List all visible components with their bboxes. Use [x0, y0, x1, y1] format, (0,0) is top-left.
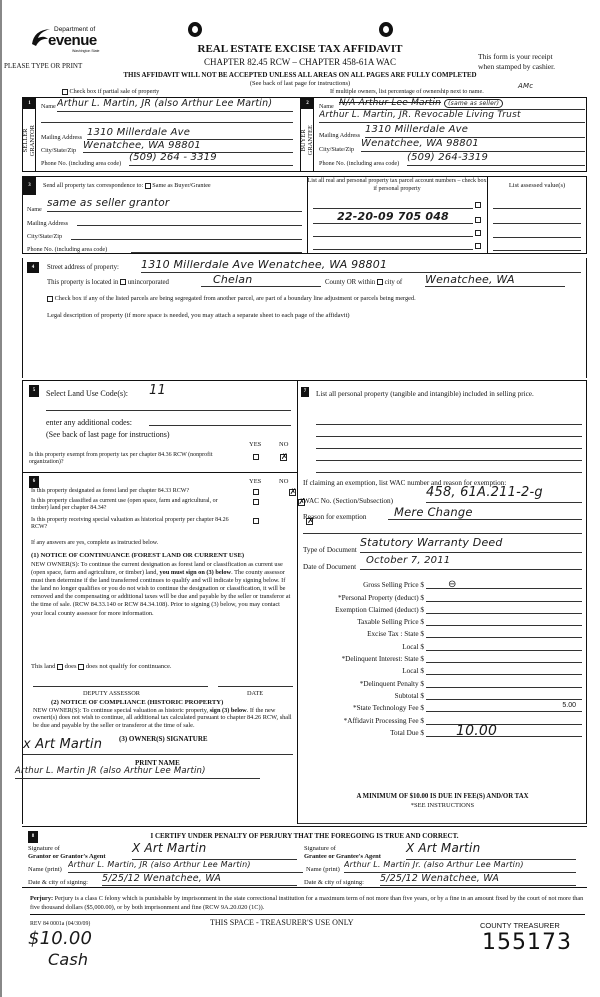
section-number: 3 [23, 177, 36, 195]
county-or-label: County OR within [325, 279, 376, 286]
wac-field[interactable]: 458, 61A.211-2-g [426, 485, 582, 503]
please-type: PLEASE TYPE OR PRINT [4, 62, 83, 70]
fee-value-field[interactable] [426, 592, 582, 602]
segregated-label: Check box if any of the listed parcels are being segregated from another parcel, are part of a boundary line adjustment or parcels being merged. [54, 295, 416, 302]
certify-statement: I CERTIFY UNDER PENALTY OF PERJURY THAT THE FOREGOING IS TRUE AND CORRECT. [150, 832, 459, 840]
additional-codes-field[interactable] [149, 416, 291, 426]
parcel-field[interactable] [313, 238, 473, 250]
exempt-yes-checkbox[interactable] [253, 454, 259, 460]
unincorporated-label: unincorporated [127, 279, 169, 286]
no-header: NO [279, 441, 289, 448]
city-field[interactable]: Wenatchee, WA [425, 273, 565, 287]
receipt-note-2: when stamped by cashier. [478, 62, 556, 71]
reason-label: Reason for exemption [303, 513, 367, 521]
section-1-2 [22, 97, 587, 172]
fee-value-field[interactable] [426, 665, 582, 675]
buyer-name-field[interactable] [339, 98, 585, 110]
fee-value-field[interactable] [426, 604, 582, 614]
partial-sale-checkbox[interactable] [62, 89, 68, 95]
doc-type-label: Type of Document [303, 546, 357, 554]
buyer-name-line-2[interactable]: Arthur L. Martin, JR. Revocable Living Trust [319, 110, 585, 123]
fee-label: Subtotal $ [394, 691, 424, 700]
deputy-assessor-label: DEPUTY ASSESSOR [83, 690, 140, 697]
partial-sale-check[interactable] [62, 88, 159, 95]
land-use-line[interactable] [46, 399, 291, 411]
grantor-date-field[interactable]: 5/25/12 Wenatchee, WA [102, 873, 297, 886]
county-or-within [325, 279, 402, 286]
land-use-code[interactable]: 11 [149, 383, 166, 398]
grantor-date-label: Date & city of signing: [28, 879, 88, 886]
buyer-city-field[interactable]: Wenatchee, WA 98801 [361, 138, 585, 152]
same-as-buyer-label: Same as Buyer/Grantee [152, 182, 211, 189]
notice-compliance-text: NEW OWNER(S): To continue special valuation as historic property, sign (3) below. If the new ownert(s) does not wish to continue, all additional tax calculated pursuant to chapter 84.26 RCW, shall be due and payable by the seller or transferor at the time of sale. [33, 707, 292, 729]
notice-compliance-title: (2) NOTICE OF COMPLIANCE (HISTORIC PROPERTY) [51, 699, 224, 706]
section-number: 4 [27, 262, 39, 273]
seller-address-field[interactable]: 1310 Millerdale Ave [87, 127, 293, 140]
print-name-field[interactable]: Arthur L. Martin JR (also Arthur Lee Martin) [15, 766, 260, 779]
does-label: does [64, 663, 77, 670]
fee-row [298, 688, 582, 700]
section-number: 2 [301, 98, 314, 109]
fee-row [298, 700, 582, 712]
no-header: NO [279, 478, 289, 485]
s3-name-field[interactable]: same as seller grantor [47, 197, 302, 212]
s3-address-field[interactable] [77, 214, 302, 226]
section-number: 8 [28, 831, 38, 843]
buyer-city-label: City/State/Zip [319, 146, 355, 153]
punch-hole [379, 22, 393, 37]
owner-signature-field[interactable]: x Art Martin [23, 737, 293, 755]
s5-see-back: (See back of last page for instructions) [46, 430, 170, 439]
notice-continuance-title: (1) NOTICE OF CONTINUANCE (FOREST LAND OR CURRENT USE) [31, 552, 245, 559]
form-subtitle: CHAPTER 82.45 RCW – CHAPTER 458-61A WAC [204, 57, 396, 67]
legal-description-area[interactable] [47, 324, 577, 374]
fee-label: Excise Tax : State $ [367, 630, 424, 639]
fee-row [298, 577, 582, 589]
section-number: 5 [29, 385, 39, 397]
section-5-6 [15, 380, 298, 824]
seller-name-label: Name [41, 103, 56, 110]
section-3 [22, 176, 587, 254]
logo-dept: Department of [54, 26, 96, 33]
buyer-name-struck: N/A Arthur Lee Martin [339, 98, 442, 108]
segregated-checkbox[interactable] [47, 296, 53, 302]
fee-row [298, 675, 582, 687]
s3-phone-field[interactable] [131, 241, 302, 253]
segregated-check[interactable] [47, 295, 416, 302]
perjury-notice: Perjury: Perjury is a class C felony which is punishable by imprisonment in the state correctional institution for a maximum term of not more than five years, or by a fine in an amount fixed by the court of not more than five thousand dollars ($5,000.00), or by both imprisonment and fine (RCW 9A.20.020 (1C)). [30, 895, 585, 915]
seller-name-line-2[interactable] [41, 112, 293, 123]
city-of-label: city of [384, 279, 403, 286]
buyer-address-label: Mailing Address [319, 132, 361, 139]
assessed-value-field[interactable] [493, 212, 581, 224]
form-revision: REV 84 0001a (04/30/09) [30, 921, 91, 927]
fee-label: Total Due $ [390, 728, 424, 737]
buyer-name-note: (same as seller) [444, 99, 503, 108]
fee-row [298, 712, 582, 724]
sig-of-label: Signature of [28, 845, 60, 852]
dor-logo [30, 24, 120, 60]
wac-label: WAC No. (Section/Subsection) [303, 497, 394, 505]
treasurer-use-label: THIS SPACE - TREASURER'S USE ONLY [210, 918, 354, 927]
fee-label: Local $ [402, 667, 424, 676]
grantor-name-field[interactable]: Arthur L. Martin, JR (also Arthur Lee Martin) [68, 860, 303, 873]
section-number: 7 [301, 387, 309, 397]
fee-row [298, 722, 582, 739]
personal-property-line[interactable] [316, 449, 582, 461]
logo-name: evenue [48, 32, 97, 49]
grantee-date-label: Date & city of signing: [304, 879, 364, 886]
street-label: Street address of property: [47, 264, 119, 271]
fee-label: *State Technology Fee $ [352, 704, 424, 713]
grantor-agent-label: Grantor or Grantor's Agent [28, 853, 106, 860]
historic-question: Is this property receiving special valuation as historical property per chapter 84.26 RCW? [31, 517, 229, 531]
fee-value-field[interactable] [426, 678, 582, 688]
s3-phone-label: Phone No. (including area code) [27, 246, 108, 253]
buyer-side-label: BUYER GRANTEE [301, 109, 314, 172]
payment-method: Cash [48, 950, 89, 969]
fee-label: Gross Selling Price $ [363, 581, 424, 590]
reason-field[interactable]: Mere Change [388, 505, 582, 520]
buyer-name-label: Name [319, 103, 334, 110]
fee-table [298, 577, 582, 737]
fee-value-field[interactable]: ⊖ [426, 579, 582, 589]
fee-value-field[interactable] [426, 641, 582, 651]
forest-no-checkbox[interactable] [289, 489, 296, 496]
s3-address-label: Mailing Address [27, 220, 69, 227]
this-land-label: This land [31, 663, 56, 670]
sig-of-label: Signature of [304, 845, 336, 852]
personal-property-checkbox[interactable] [475, 243, 481, 249]
parcel-field[interactable]: 22-20-09 705 048 [313, 210, 473, 224]
seller-address-label: Mailing Address [41, 134, 83, 141]
send-label: Send all property tax correspondence to: [43, 182, 144, 189]
personal-property-checkbox[interactable] [475, 217, 481, 223]
fee-value-field[interactable]: 5.00 [426, 702, 582, 712]
fee-value-field[interactable]: 10.00 [426, 727, 582, 737]
minimum-due-note: A MINIMUM OF $10.00 IS DUE IN FEE(S) AND/OR TAX [356, 793, 529, 800]
scan-edge [0, 0, 2, 997]
exemption-intro: If claiming an exemption, list WAC number and reason for exemption: [303, 479, 507, 487]
see-back: (See back of last page for instructions) [249, 80, 351, 87]
grantee-agent-label: Grantee or Grantee's Agent [304, 853, 381, 860]
fee-value-field[interactable] [426, 616, 582, 626]
fee-label: *Affidavit Processing Fee $ [343, 716, 424, 725]
doc-type-field[interactable]: Statutory Warranty Deed [360, 536, 582, 553]
fee-row [298, 602, 582, 614]
buyer-phone-field[interactable]: (509) 264-3319 [407, 152, 585, 166]
same-as-buyer-checkbox[interactable] [145, 183, 151, 189]
fee-label: *Personal Property (deduct) $ [337, 593, 424, 602]
seller-name-field[interactable]: Arthur L. Martin, JR (also Arthur Lee Martin) [57, 98, 293, 112]
notice-continuance-text: NEW OWNER(S): To continue the current designation as forest land or classification as current use (open space, farm and agriculture, or timber) land, you must sign on (3) below. The county assessor must then determine if the land transferred continues to qualify and will indicate by signing below. If the land no longer qualifies or you do not wish to continue the designation or classification, it will be removed and the compensating or additional taxes will be due and payable by the seller or transferor at the time of sale. (RCW 84.33.140 or RCW 84.34.108). Prior to signing (3) below, you may contact your local county assessor for more information. [31, 561, 291, 617]
grantee-name-field[interactable]: Arthur L. Martin Jr. (also Arthur Lee Martin) [344, 860, 576, 873]
does-checkbox[interactable] [57, 664, 63, 670]
seller-side-label: SELLER GRANTOR [23, 109, 36, 172]
grantee-signature-field[interactable]: X Art Martin [406, 841, 576, 860]
buyer-address-field[interactable]: 1310 Millerdale Ave [365, 124, 585, 138]
forest-yes-checkbox[interactable] [253, 489, 259, 495]
fee-row [298, 651, 582, 663]
land-use-label: Select Land Use Code(s): [46, 389, 128, 398]
s3-city-field[interactable] [71, 228, 302, 240]
fee-value-field[interactable] [426, 628, 582, 638]
doc-date-label: Date of Document [303, 563, 357, 571]
send-correspondence [43, 182, 211, 189]
section-number: 6 [29, 476, 39, 488]
seller-city-field[interactable]: Wenatchee, WA 98801 [83, 140, 293, 153]
grantee-date-field[interactable]: 5/25/12 Wenatchee, WA [380, 873, 576, 886]
print-name-title: PRINT NAME [135, 759, 180, 767]
forest-land-question: Is this property designated as forest land per chapter 84.33 RCW? [31, 488, 190, 494]
section-4 [22, 258, 587, 378]
street-address-field[interactable]: 1310 Millerdale Ave Wenatchee, WA 98801 [141, 258, 581, 273]
fee-row [298, 626, 582, 638]
receipt-number: 155173 [482, 930, 572, 955]
buyer-phone-label: Phone No. (including area code) [319, 160, 400, 167]
unincorporated-checkbox[interactable] [120, 279, 126, 285]
owner-signature-title: (3) OWNER(S) SIGNATURE [119, 735, 208, 743]
section-number: 1 [23, 98, 36, 109]
section-7 [298, 380, 587, 824]
does-not-label: does not [85, 663, 108, 670]
fee-label: Local $ [402, 642, 424, 651]
section-8 [22, 826, 587, 888]
fee-value-field[interactable] [426, 653, 582, 663]
assessed-value-field[interactable] [493, 226, 581, 238]
county-field[interactable]: Chelan [201, 273, 321, 287]
payment-amount: $10.00 [28, 928, 93, 949]
fee-value-field[interactable] [426, 715, 582, 725]
parcel-field[interactable] [313, 225, 473, 237]
grantor-name-label: Name (print) [28, 866, 62, 873]
exempt-no-checkbox[interactable] [280, 454, 287, 461]
does-not-checkbox[interactable] [78, 664, 84, 670]
fee-row [298, 614, 582, 626]
partial-sale-label: Check box if partial sale of property [69, 88, 160, 95]
s3-name-label: Name [27, 206, 42, 213]
fee-label: Taxable Selling Price $ [357, 618, 424, 627]
this-land-line [31, 663, 172, 670]
assessed-value-field[interactable] [493, 197, 581, 209]
personal-property-line[interactable] [316, 461, 582, 473]
personal-property-line[interactable] [316, 425, 582, 437]
additional-codes-label: enter any additional codes: [46, 418, 132, 427]
fee-label: *Delinquent Interest: State $ [341, 655, 424, 664]
multiple-owners-note: If multiple owners, list percentage of ownership next to name. [330, 88, 484, 95]
parcel-header: List all real and personal property tax parcel account numbers – check box if personal property [307, 178, 487, 192]
county-treasurer-stamp: COUNTY TREASURER [480, 921, 560, 930]
if-yes-note: If any answers are yes, complete as instructed below. [31, 540, 159, 546]
assessed-header: List assessed value(s) [508, 182, 566, 189]
grantor-signature-field[interactable]: X Art Martin [132, 841, 297, 860]
assessed-value-field[interactable] [493, 239, 581, 251]
personal-property-checkbox[interactable] [475, 230, 481, 236]
personal-property-label: List all personal property (tangible and intangible) included in selling price. [316, 390, 534, 398]
grantee-name-label: Name (print) [306, 866, 340, 873]
yes-header: YES [249, 478, 262, 485]
seller-phone-field[interactable]: (509) 264 - 3319 [129, 152, 293, 166]
deputy-assessor-line[interactable] [33, 677, 208, 687]
receipt-note-1: This form is your receipt [478, 52, 553, 61]
located-label: This property is located in [47, 279, 119, 286]
qualify-label: qualify for continuance. [109, 663, 172, 670]
current-use-yes-checkbox[interactable] [253, 499, 259, 505]
personal-property-checkbox[interactable] [475, 202, 481, 208]
personal-property-line[interactable] [316, 437, 582, 449]
form-title: REAL ESTATE EXCISE TAX AFFIDAVIT [197, 43, 403, 55]
exempt-question: Is this property exempt from property tax per chapter 84.36 RCW (nonprofit organization)? [29, 452, 213, 466]
city-checkbox[interactable] [377, 279, 383, 285]
logo-state: Washington State [72, 49, 100, 53]
fee-row [298, 589, 582, 601]
date-label: DATE [247, 690, 264, 697]
fee-label: *Delinquent Penalty $ [359, 679, 424, 688]
current-use-question: Is this property classified as current use (open space, farm and agricultural, or timber) land per chapter 84.34? [31, 498, 218, 512]
date-line[interactable] [218, 677, 293, 687]
yes-header: YES [249, 441, 262, 448]
personal-property-line[interactable] [316, 413, 582, 425]
seller-city-label: City/State/Zip [41, 147, 77, 154]
fee-value-field[interactable] [426, 690, 582, 700]
punch-hole [188, 22, 202, 37]
warning-text: THIS AFFIDAVIT WILL NOT BE ACCEPTED UNLESS ALL AREAS ON ALL PAGES ARE FULLY COMPLETED [123, 71, 477, 79]
doc-date-field[interactable]: October 7, 2011 [360, 555, 582, 570]
fee-row [298, 638, 582, 650]
initials: AMc [518, 82, 534, 90]
seller-phone-label: Phone No. (including area code) [41, 160, 122, 167]
reason-line-2[interactable] [303, 521, 582, 534]
located-in [47, 279, 169, 286]
legal-description-label: Legal description of property (if more space is needed, you may attach a separate sheet to each page of the affidavit) [47, 312, 350, 319]
fee-row [298, 663, 582, 675]
historic-yes-checkbox[interactable] [253, 518, 259, 524]
divider [23, 472, 298, 473]
s3-city-label: City/State/Zip [27, 233, 63, 240]
fee-label: Exemption Claimed (deduct) $ [335, 605, 424, 614]
parcel-field[interactable] [313, 197, 473, 209]
see-instructions: *SEE INSTRUCTIONS [410, 802, 475, 809]
